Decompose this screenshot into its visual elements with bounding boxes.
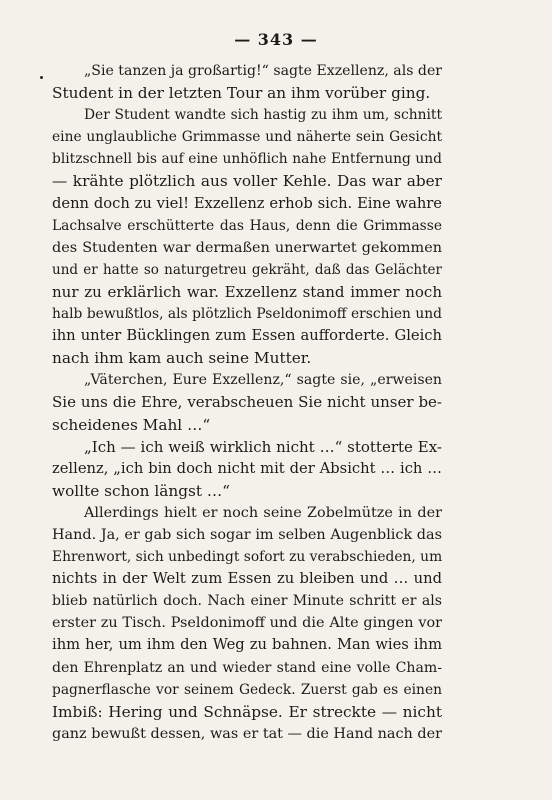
text-line: pagnerflasche vor seinem Gedeck. Zuerst gab es einen [52,681,442,698]
text-line: „Väterchen, Eure Exzellenz,“ sagte sie, „erweisen [84,372,442,389]
page-number: — 343 — [234,30,318,49]
text-line: erster zu Tisch. Pseldonimoff und die Alte gingen vor [52,615,442,632]
text-line: eine unglaubliche Grimmasse und näherte sein Gesicht [52,129,442,146]
text-line: Hand. Ja, er gab sich sogar im selben Augenblick das [52,526,442,543]
text-line: Der Student wandte sich hastig zu ihm um, schnitt [84,107,442,124]
text-line: zellenz, „ich bin doch nicht mit der Absicht … ich … [52,459,442,477]
text-line: ihn unter Bücklingen zum Essen aufforderte. Gleich [52,327,442,345]
text-line: blieb natürlich doch. Nach einer Minute schritt er als [52,593,442,610]
text-line: nur zu erklärlich war. Exzellenz stand immer noch [52,282,442,301]
body-text [52,60,442,745]
text-line: und er hatte so naturgetreu gekräht, daß das Gelächter [52,261,442,278]
text-line: Ehrenwort, sich unbedingt sofort zu verabschieden, um [52,549,442,566]
text-line: blitzschnell bis auf eine unhöflich nahe Entfernung und [52,151,442,168]
text-line: ihm her, um ihm den Weg zu bahnen. Man wies ihm [52,636,442,654]
text-line: „Ich — ich weiß wirklich nicht …“ stotterte Ex- [84,437,442,456]
text-line: nichts in der Welt zum Essen zu bleiben und … und [52,570,442,588]
text-line: Lachsalve erschütterte das Haus, denn die Grimmasse [52,217,442,234]
text-line: halb bewußtlos, als plötzlich Pseldonimoff erschien und [52,306,442,323]
text-line: wollte schon längst …“ [52,481,230,500]
text-line: „Sie tanzen ja großartig!“ sagte Exzellenz, als der [84,63,442,79]
text-line: ganz bewußt dessen, was er tat — die Hand nach der [52,725,442,742]
text-line: Student in der letzten Tour an ihm vorüber ging. [52,84,431,103]
text-line: den Ehrenplatz an und wieder stand eine volle Cham- [52,659,442,676]
text-line: Imbiß: Hering und Schnäpse. Er streckte — nicht [52,702,442,721]
margin-mark [40,76,43,79]
text-line: — krähte plötzlich aus voller Kehle. Das war aber [52,172,442,191]
text-line: Allerdings hielt er noch seine Zobelmütze in der [84,504,442,521]
text-line: denn doch zu viel! Exzellenz erhob sich. Eine wahre [52,194,442,212]
text-line: nach ihm kam auch seine Mutter. [52,349,312,368]
text-line: Sie uns die Ehre, verabscheuen Sie nicht unser be- [52,393,442,412]
text-line: scheidenes Mahl …“ [52,415,211,434]
text-line: des Studenten war dermaßen unerwartet gekommen [52,239,442,256]
